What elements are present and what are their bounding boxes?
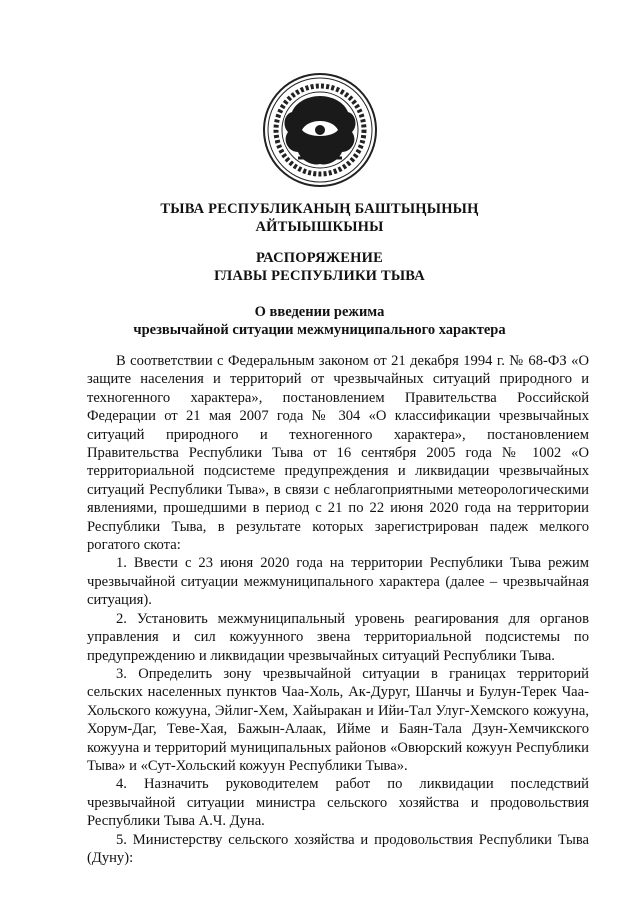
paragraph-item-2: 2. Установить межмуниципальный уровень реагирования для органов управления и сил кожуунного звена территориальной подсистемы по предупреждению и ликвидации чрезвычайных ситуаций Республики Тыва. — [87, 610, 589, 664]
paragraph-item-1: 1. Ввести с 23 июня 2020 года на территории Республики Тыва режим чрезвычайной ситуации межмуниципального характера (далее – чрезвычайная ситуация). — [87, 555, 589, 609]
paragraph-item-5: 5. Министерству сельского хозяйства и продовольствия Республики Тыва (Дуну): — [87, 831, 589, 866]
header-russian-line1: РАСПОРЯЖЕНИЕ — [255, 250, 384, 266]
paragraph-preamble: В соответствии с Федеральным законом от 21 декабря 1994 г. № 68-ФЗ «О защите населения и территорий от чрезвычайных ситуаций природного и техногенного характера», постановлением Правительства Российской Федерации от 21 мая 2007 года № 304 «О классификации чрезвычайных ситуаций природного и техногенного характера», постановлением Правительства Республики Тыва от 16 сентября 2005 года № 1002 «О территориальной подсистеме предупреждения и ликвидации чрезвычайных ситуаций Республики Тыва», в связи с неблагоприятными метеорологическими явлениями, прошедшими в период с 21 по 22 июня 2020 года на территории Республики Тыва, в результате которых зарегистрирован падеж мелкого рогатого скота: — [87, 353, 589, 554]
paragraph-item-3: 3. Определить зону чрезвычайной ситуации в границах территорий сельских населенных пунктов Чаа-Холь, Ак-Дуруг, Шанчы и Булун-Терек Чаа-Хольского кожууна, Эйлиг-Хем, Хайыракан и Ийи-Тал Улуг-Хемского кожууна, Хорум-Даг, Теве-Хая, Бажын-Алаак, Ийме и Баян-Тала Дзун-Хемчикского кожууна и территорий муниципальных районов «Овюрский кожуун Республики Тыва» и «Сут-Хольский кожуун Республики Тыва». — [87, 665, 589, 774]
document-body — [87, 352, 589, 867]
paragraph-item-4: 4. Назначить руководителем работ по ликвидации последствий чрезвычайной ситуации министра сельского хозяйства и продовольствия Республики Тыва А.Ч. Дуна. — [87, 776, 589, 830]
header-tuvan-line1: ТЫВА РЕСПУБЛИКАНЫҢ БАШТЫҢЫНЫҢ — [160, 201, 479, 217]
header-tuvan-line2: АЙТЫЫШКЫНЫ — [255, 219, 384, 235]
title-line2: чрезвычайной ситуации межмуниципального характера — [133, 322, 506, 338]
title-line1: О введении режима — [254, 304, 385, 320]
document-title — [0, 303, 639, 339]
republic-emblem-icon — [262, 72, 378, 188]
document-header — [0, 200, 639, 285]
header-russian-line2: ГЛАВЫ РЕСПУБЛИКИ ТЫВА — [214, 268, 425, 284]
